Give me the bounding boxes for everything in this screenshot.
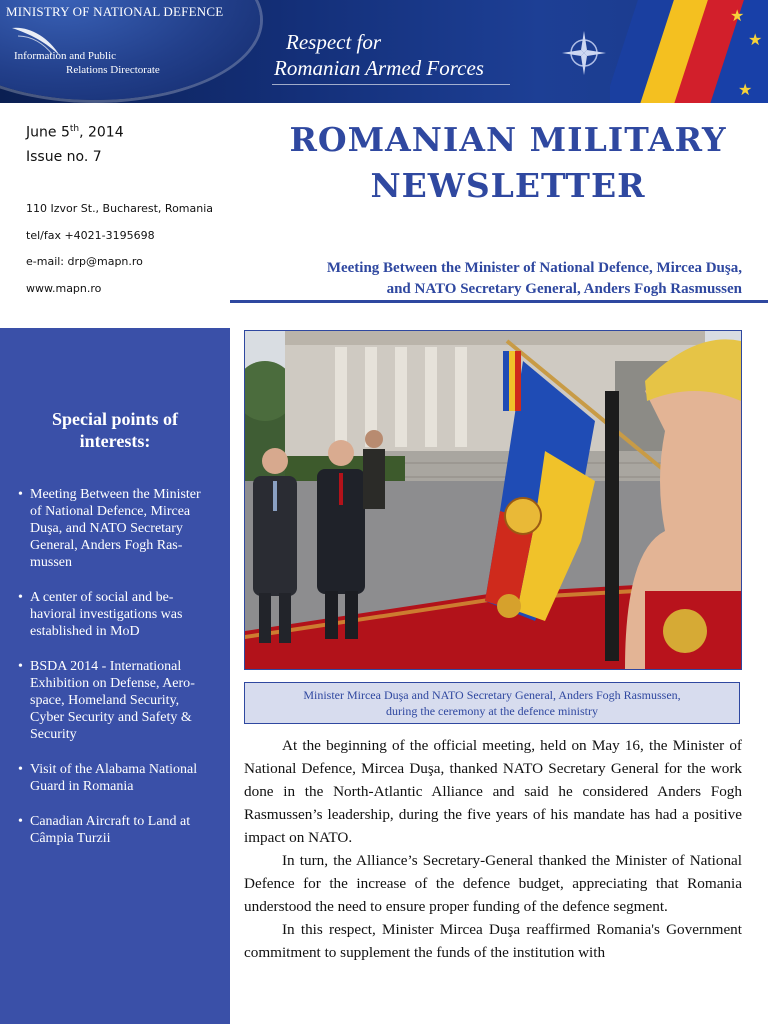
- headline-divider: [230, 300, 768, 303]
- issue-date: June 5th, 2014: [26, 124, 124, 141]
- ceremony-photo: [244, 330, 742, 670]
- contact-address: 110 Izvor St., Bucharest, Romania: [26, 202, 214, 215]
- headline-line-1: Meeting Between the Minister of National Defence, Mircea Duşa,: [326, 260, 742, 276]
- headline-line-2: and NATO Secretary General, Anders Fogh Rasmussen: [386, 281, 742, 297]
- photo-caption: Minister Mircea Duşa and NATO Secretary General, Anders Fogh Rasmussen, during the ceremony at the defence ministry: [244, 682, 740, 724]
- motto-line-2: Romanian Armed Forces: [274, 56, 484, 80]
- article-paragraph: At the beginning of the official meeting, held on May 16, the Minister of National Defence, Mircea Duşa, thanked NATO Secretary General for the work done in the North-Atlantic Alliance and said he considered Anders Fogh Rasmussen’s leadership, during the five years of his mandate has had a positive impact on NATO.: [244, 737, 742, 846]
- issue-number: Issue no. 7: [26, 149, 102, 165]
- sidebar-list: [18, 486, 204, 865]
- sidebar-item[interactable]: • BSDA 2014 - International Exhibition on Defense, Aerospace, Homeland Security, Cyber Security and Safety & Security: [18, 659, 195, 742]
- article-body: [244, 734, 742, 964]
- contact-phone: tel/fax +4021-3195698: [26, 229, 155, 242]
- sidebar-item[interactable]: • Canadian Aircraft to Land at Câmpia Turzii: [18, 814, 191, 846]
- sidebar-item[interactable]: • Visit of the Alabama National Guard in Romania: [18, 762, 198, 794]
- contact-website: www.mapn.ro: [26, 282, 102, 295]
- sidebar: [0, 328, 230, 1024]
- star-icon: ★: [738, 80, 753, 99]
- header-banner: [0, 0, 768, 103]
- ministry-name: MINISTRY OF NATIONAL DEFENCE: [6, 4, 224, 19]
- directorate-line-2: Relations Directorate: [66, 64, 160, 76]
- motto-line-1: Respect for: [286, 30, 382, 54]
- nato-compass-icon: [560, 28, 608, 78]
- motto-underline: [272, 84, 510, 85]
- article-paragraph: In turn, the Alliance’s Secretary-General thanked the Minister of National Defence for the increase of the defence budget, appreciating that Romania understood the need to ensure proper funding of the defence segment.: [244, 852, 742, 915]
- article-paragraph: In this respect, Minister Mircea Duşa reaffirmed Romania's Government commitment to supplement the funds of the institution with: [244, 921, 742, 961]
- sidebar-item[interactable]: • A center of social and behavioral investigations was established in MoD: [18, 590, 183, 639]
- contact-email: e-mail: drp@mapn.ro: [26, 255, 143, 268]
- flags-graphic: [610, 0, 768, 103]
- sidebar-item[interactable]: • Meeting Between the Minister of National Defence, Mircea Duşa, and NATO Secretary General, Anders Fogh Rasmussen: [18, 487, 201, 570]
- newsletter-title-line-1: ROMANIAN MILITARY: [289, 120, 727, 159]
- sidebar-title: Special points of interests:: [51, 409, 179, 451]
- article-headline: [236, 258, 742, 300]
- newsletter-title-line-2: NEWSLETTER: [370, 166, 646, 205]
- directorate-line-1: Information and Public: [14, 50, 117, 62]
- star-icon: ★: [730, 6, 745, 25]
- ceremony-photo-illustration: [245, 331, 741, 669]
- star-icon: ★: [748, 30, 763, 49]
